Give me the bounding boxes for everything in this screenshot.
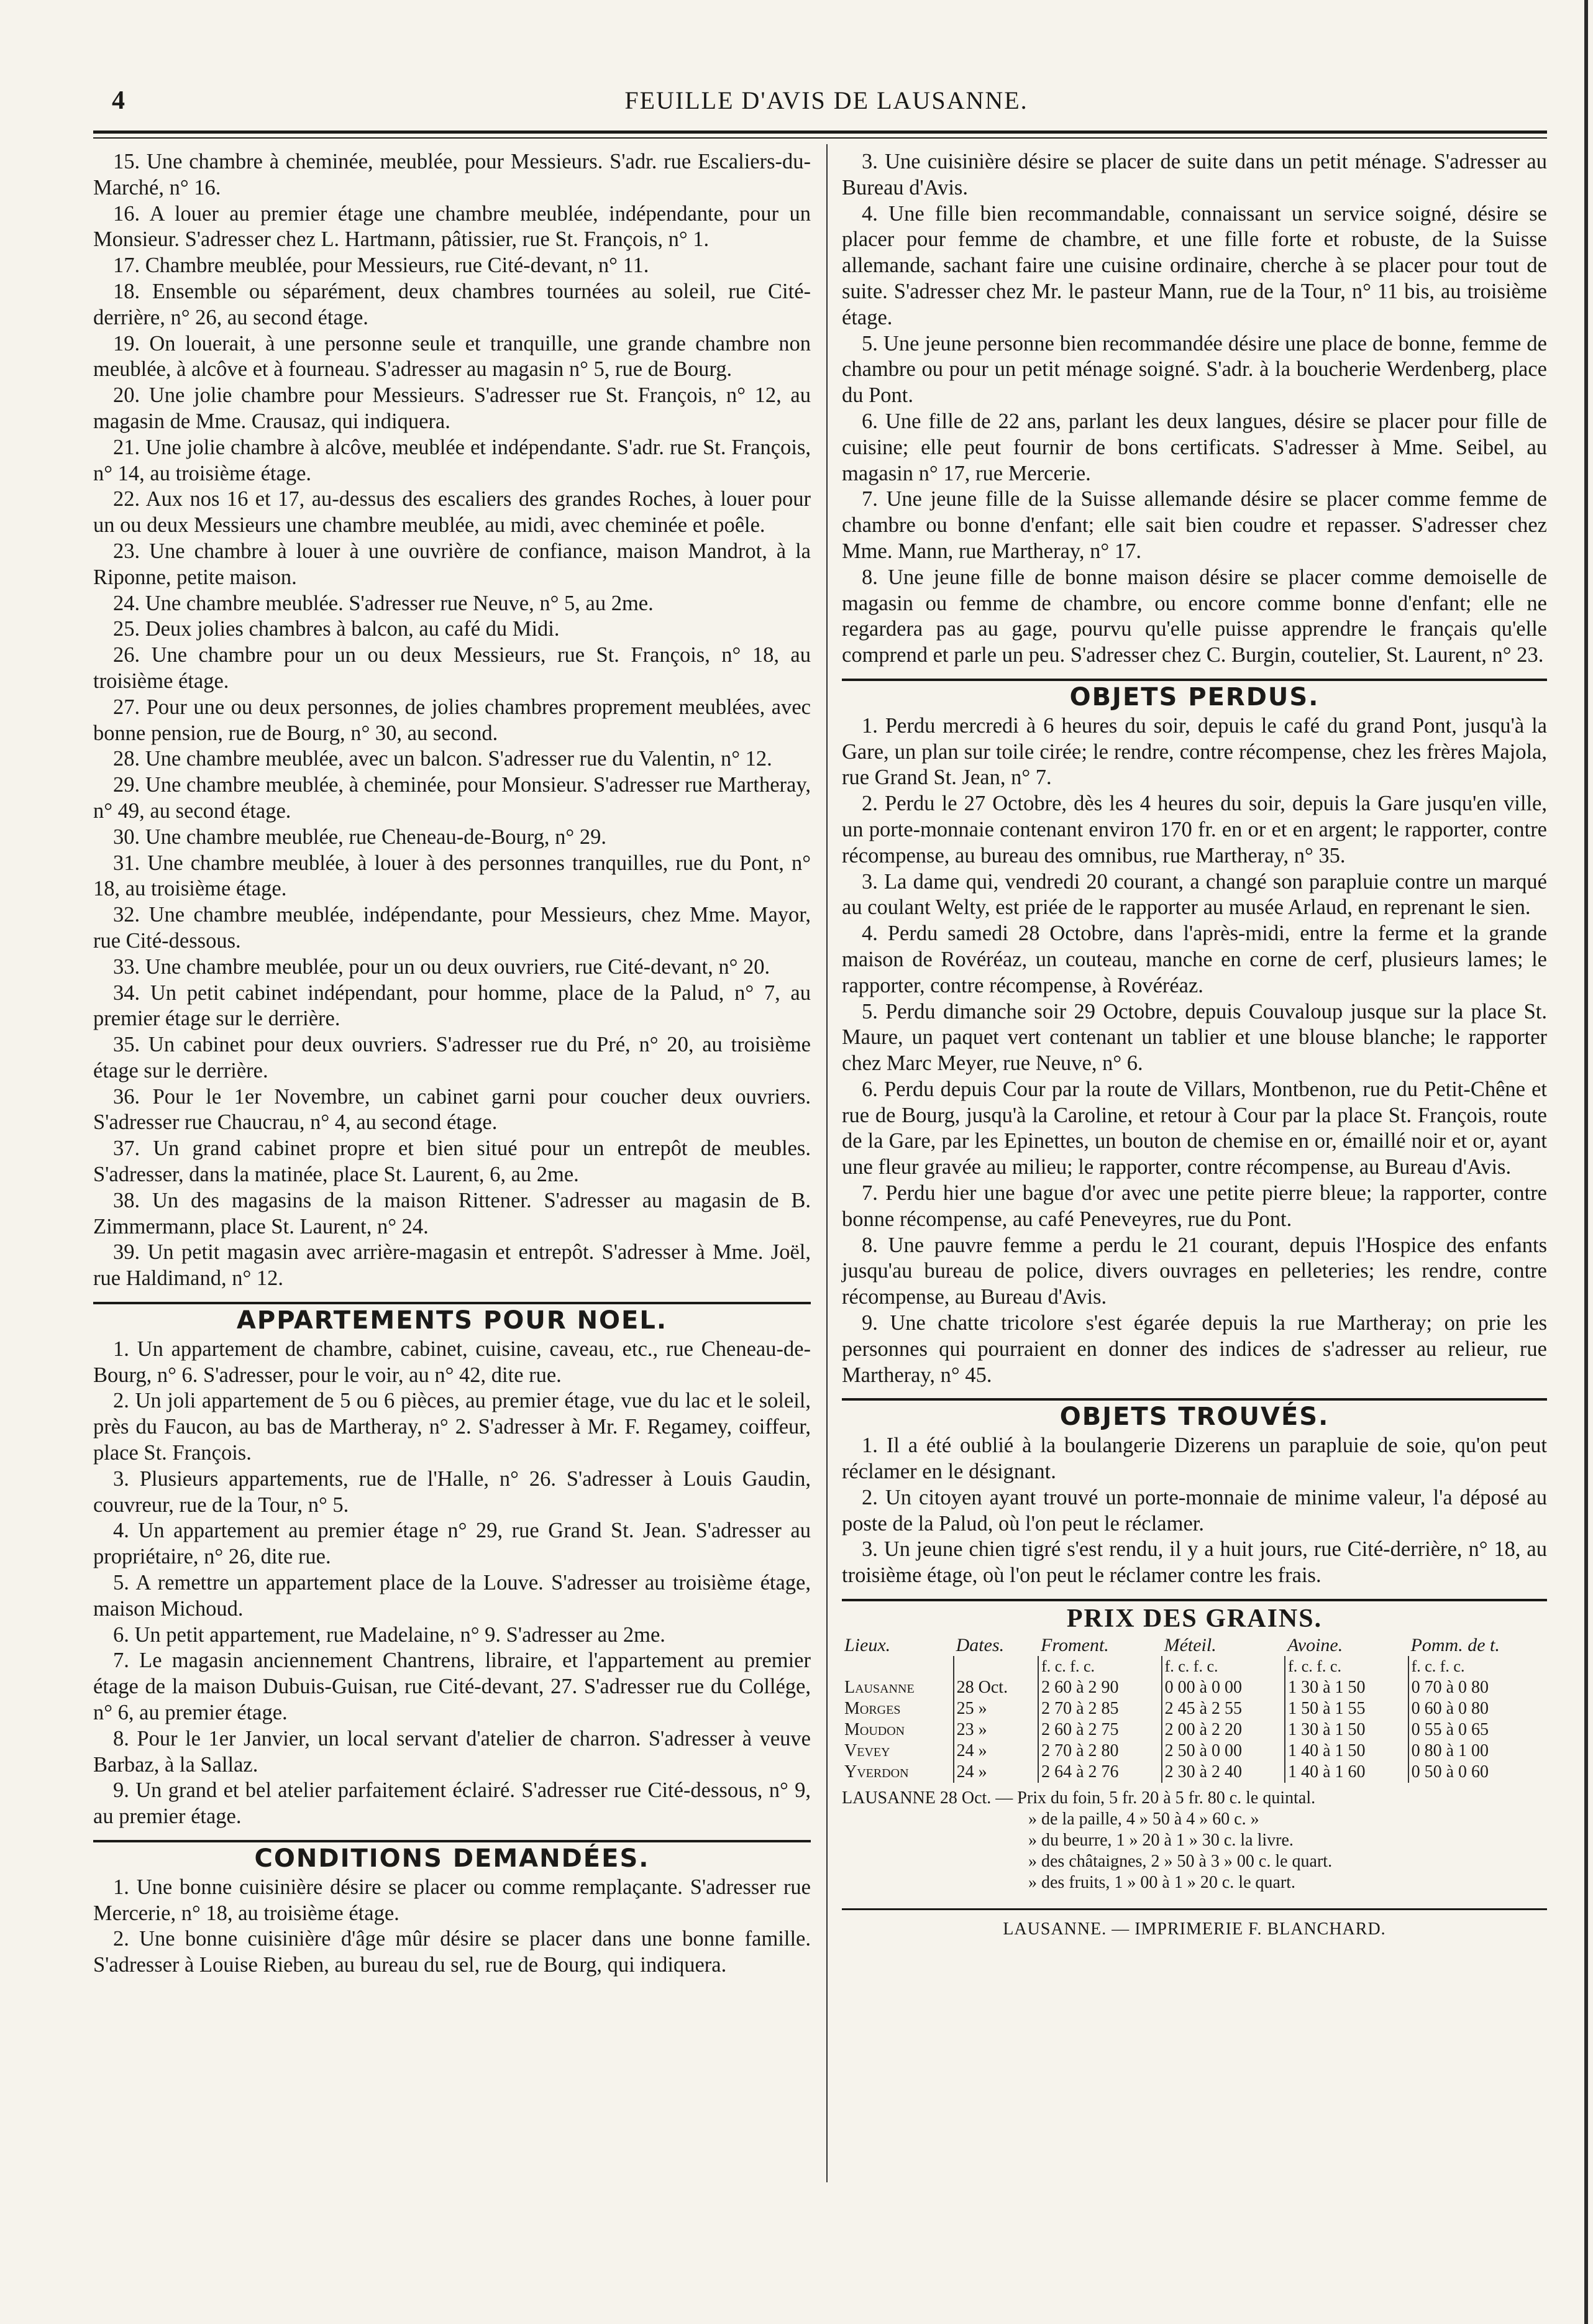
list-item: 7. Le magasin anciennement Chantrens, libraire, et l'appartement au premier étage de la maison Dubuis-Guisan, rue Cité-devant, 27. S'adresser rue du Collége, n° 6, au premier étage.: [93, 1649, 811, 1725]
appartements-list: [93, 1337, 811, 1830]
list-item: 3. Un jeune chien tigré s'est rendu, il y a huit jours, rue Cité-derrière, n° 18, au troisième étage, où l'on peut le réclamer contre les frais.: [842, 1537, 1547, 1588]
fodder-line: » des fruits, 1 » 00 à 1 » 20 c. le quart.: [1028, 1872, 1296, 1892]
list-item: 31. Une chambre meublée, à louer à des personnes tranquilles, rue du Pont, n° 18, au troisième étage.: [93, 851, 811, 901]
list-item: 5. A remettre un appartement place de la Louve. S'adresser au troisième étage, maison Michoud.: [93, 1571, 811, 1621]
table-cell: Moudon: [844, 1719, 905, 1739]
list-item: 21. Une jolie chambre à alcôve, meublée et indépendante. S'adr. rue St. François, n° 14, au troisième étage.: [93, 435, 811, 485]
list-item: 2. Un citoyen ayant trouvé un porte-monnaie de minime valeur, l'a déposé au poste de la Palud, où l'on peut le réclamer.: [842, 1485, 1547, 1535]
list-item: 2. Une bonne cuisinière d'âge mûr désire se placer dans une bonne famille. S'adresser à Louise Rieben, au bureau du sel, rue de Bourg, qui indiquera.: [93, 1927, 811, 1977]
table-cell: 0 55 à 0 65: [1408, 1719, 1547, 1741]
list-item: 38. Un des magasins de la maison Rittener. S'adresser au magasin de B. Zimmermann, place St. Laurent, n° 24.: [93, 1188, 811, 1238]
list-item: 5. Une jeune personne bien recommandée désire une place de bonne, femme de chambre ou pour un petit ménage soigné. S'adr. à la boucherie Werdenberg, place du Pont.: [842, 331, 1547, 408]
list-item: 22. Aux nos 16 et 17, au-dessus des escaliers des grandes Roches, à louer pour un ou deux Messieurs une chambre meublée, au midi, avec cheminée et poêle.: [93, 487, 811, 538]
conditions-list: [93, 1875, 811, 1979]
column-header: Lieux.: [844, 1634, 891, 1655]
table-row: [842, 1698, 1547, 1719]
list-item: 4. Une fille bien recommandable, connaissant un service soigné, désire se placer pour femme de chambre, et une fille forte et robuste, de la Suisse allemande, sachant faire une cuisine ordinaire, cherche à se placer pour tout de suite. S'adresser chez Mr. le pasteur Mann, rue de la Tour, n° 11 bis, au troisième étage.: [842, 201, 1547, 329]
page-header: [112, 80, 1541, 117]
section-rule: [842, 1599, 1547, 1601]
list-item: 3. La dame qui, vendredi 20 courant, a changé son parapluie contre un marqué au coulant Welty, est priée de le rapporter au musée Arlaud, en reprenant le sien.: [842, 869, 1547, 920]
appartements-heading: APPARTEMENTS POUR NOEL.: [236, 1306, 668, 1335]
list-item: 2. Un joli appartement de 5 ou 6 pièces, au premier étage, vue du lac et le soleil, près du Faucon, au bas de Martheray, n° 2. S'adresser à Mr. F. Regamey, coiffeur, place St. François.: [93, 1389, 811, 1465]
list-item: 23. Une chambre à louer à une ouvrière de confiance, maison Mandrot, à la Riponne, petite maison.: [93, 539, 811, 589]
list-item: 4. Un appartement au premier étage n° 29, rue Grand St. Jean. S'adresser au propriétaire, n° 26, dite rue.: [93, 1519, 811, 1569]
table-cell: [954, 1656, 1038, 1677]
column-header: Pomm. de t.: [1410, 1634, 1500, 1655]
perdus-heading: OBJETS PERDUS.: [1069, 682, 1320, 711]
table-cell: 1 50 à 1 55: [1285, 1698, 1408, 1719]
footer-rule: [842, 1908, 1547, 1910]
table-cell: f. c. f. c.: [1408, 1656, 1547, 1677]
list-item: 9. Une chatte tricolore s'est égarée depuis la rue Martheray; on prie les personnes qui pourraient en donner des indices de s'adresser au relieur, rue Martheray, n° 45.: [842, 1311, 1547, 1387]
column-divider: [826, 144, 828, 2182]
table-cell: 0 80 à 1 00: [1408, 1741, 1547, 1762]
list-item: 35. Un cabinet pour deux ouvriers. S'adresser rue du Pré, n° 20, au troisième étage sur le derrière.: [93, 1033, 811, 1082]
table-cell: 24 »: [954, 1762, 1038, 1783]
table-cell: Lausanne: [844, 1677, 915, 1697]
table-cell: Yverdon: [844, 1762, 909, 1782]
section-rule: [93, 1840, 811, 1842]
newspaper-title: FEUILLE D'AVIS DE LAUSANNE.: [624, 86, 1028, 114]
page-edge: [1584, 0, 1588, 2324]
table-cell: 0 00 à 0 00: [1162, 1677, 1285, 1698]
table-cell: 23 »: [954, 1719, 1038, 1741]
list-item: 16. A louer au premier étage une chambre meublée, indépendante, pour un Monsieur. S'adresser chez L. Hartmann, pâtissier, rue St. François, n° 1.: [93, 201, 811, 252]
column-header: Méteil.: [1164, 1634, 1216, 1655]
table-cell: Vevey: [844, 1741, 890, 1760]
list-item: 17. Chambre meublée, pour Messieurs, rue Cité-devant, n° 11.: [113, 254, 649, 278]
list-item: 33. Une chambre meublée, pour un ou deux ouvriers, rue Cité-devant, n° 20.: [113, 954, 770, 979]
table-cell: f. c. f. c.: [1285, 1656, 1408, 1677]
list-item: 3. Plusieurs appartements, rue de l'Halle, n° 26. S'adresser à Louis Gaudin, couvreur, rue de la Tour, n° 5.: [93, 1466, 811, 1517]
list-item: 2. Perdu le 27 Octobre, dès les 4 heures du soir, depuis la Gare jusqu'en ville, un porte-monnaie contenant environ 170 fr. en or et en argent; le rapporter, contre récompense, au bureau des omnibus, rue Martheray, n° 35.: [842, 792, 1547, 867]
table-row: [842, 1677, 1547, 1698]
table-cell: 25 »: [954, 1698, 1038, 1719]
list-item: 1. Une bonne cuisinière désire se placer ou comme remplaçante. S'adresser rue Mercerie, n° 18, au troisième étage.: [93, 1875, 811, 1925]
grains-heading: PRIX DES GRAINS.: [1066, 1604, 1323, 1634]
table-cell: 2 45 à 2 55: [1162, 1698, 1285, 1719]
section-rule: [93, 1302, 811, 1304]
perdus-list: [842, 713, 1547, 1389]
table-row: [842, 1719, 1547, 1741]
list-item: 37. Un grand cabinet propre et bien situé pour un entrepôt de meubles. S'adresser, dans la matinée, place St. Laurent, 6, au 2me.: [93, 1137, 811, 1187]
list-item: 6. Une fille de 22 ans, parlant les deux langues, désire se placer pour fille de cuisine; elle peut fournir de bons certificats. S'adresser à Mme. Seibel, au magasin n° 17, rue Mercerie.: [842, 409, 1547, 485]
column-header: Dates.: [956, 1634, 1005, 1655]
table-cell: 1 30 à 1 50: [1285, 1719, 1408, 1741]
list-item: 9. Un grand et bel atelier parfaitement éclairé. S'adresser rue Cité-dessous, n° 9, au premier étage.: [93, 1778, 811, 1829]
list-item: 8. Pour le 1er Janvier, un local servant d'atelier de charron. S'adresser à veuve Barbaz, à la Sallaz.: [93, 1726, 811, 1777]
list-item: 28. Une chambre meublée, avec un balcon. S'adresser rue du Valentin, n° 12.: [113, 747, 772, 771]
table-row: [842, 1741, 1547, 1762]
list-item: 8. Une pauvre femme a perdu le 21 courant, depuis l'Hospice des enfants jusqu'au bureau de police, divers ouvrages en pelleteries; les rendre, contre récompense, au Bureau d'Avis.: [842, 1233, 1547, 1309]
table-row: [842, 1762, 1547, 1783]
table-cell: 1 40 à 1 50: [1285, 1741, 1408, 1762]
table-cell: f. c. f. c.: [1162, 1656, 1285, 1677]
column-header: Avoine.: [1287, 1634, 1343, 1655]
trouves-heading: OBJETS TROUVÉS.: [1059, 1402, 1330, 1432]
table-cell: 1 30 à 1 50: [1285, 1677, 1408, 1698]
table-cell: 1 40 à 1 60: [1285, 1762, 1408, 1783]
fodder-line: » des châtaignes, 2 » 50 à 3 » 00 c. le quart.: [1028, 1851, 1333, 1871]
header-rule: [93, 130, 1547, 139]
conditions-heading: CONDITIONS DEMANDÉES.: [254, 1844, 650, 1873]
table-cell: 2 50 à 0 00: [1162, 1741, 1285, 1762]
list-item: 1. Un appartement de chambre, cabinet, cuisine, caveau, etc., rue Cheneau-de-Bourg, n° 6. S'adresser, pour le voir, au n° 42, dite rue.: [93, 1337, 811, 1387]
table-header-row: [842, 1635, 1547, 1656]
table-cell: 0 60 à 0 80: [1408, 1698, 1547, 1719]
right-column: [842, 149, 1547, 1942]
table-cell: 2 64 à 2 76: [1038, 1762, 1161, 1783]
units-row: [842, 1656, 1547, 1677]
list-item: 4. Perdu samedi 28 Octobre, dans l'après-midi, entre la ferme et la grande maison de Rovéréaz, un couteau, manche en corne de cerf, plusieurs lames; le rapporter, contre récompense, à Rovéréaz.: [842, 922, 1547, 997]
list-item: 36. Pour le 1er Novembre, un cabinet garni pour coucher deux ouvriers. S'adresser rue Chaucrau, n° 4, au second étage.: [93, 1084, 811, 1135]
grain-prices-table: [842, 1635, 1547, 1783]
table-cell: 24 »: [954, 1741, 1038, 1762]
list-item: 18. Ensemble ou séparément, deux chambres tournées au soleil, rue Cité-derrière, n° 26, au second étage.: [93, 279, 811, 329]
list-item: 15. Une chambre à cheminée, meublée, pour Messieurs. S'adr. rue Escaliers-du-Marché, n° 16.: [93, 150, 811, 199]
list-item: 25. Deux jolies chambres à balcon, au café du Midi.: [113, 617, 560, 641]
list-item: 6. Perdu depuis Cour par la route de Villars, Montbenon, rue du Petit-Chêne et rue de Bourg, jusqu'à la Caroline, et retour à Cour par la place St. François, route de la Gare, par les Epinettes, un bouton de chemise en or, émaillé noir et or, ayant une fleur gravée au milieu; le rapporter, contre récompense, au Bureau d'Avis.: [842, 1077, 1547, 1179]
column-header: Froment.: [1041, 1634, 1109, 1655]
list-item: 20. Une jolie chambre pour Messieurs. S'adresser rue St. François, n° 12, au magasin de Mme. Crausaz, qui indiquera.: [93, 383, 811, 433]
list-item: 5. Perdu dimanche soir 29 Octobre, depuis Couvaloup jusque sur la place St. Maure, un paquet vert contenant un tablier et une blouse blanche; le rapporter chez Marc Meyer, rue Neuve, n° 6.: [842, 999, 1547, 1076]
page-number: 4: [112, 86, 125, 115]
list-item: 39. Un petit magasin avec arrière-magasin et entrepôt. S'adresser à Mme. Joël, rue Haldimand, n° 12.: [93, 1240, 811, 1291]
table-cell: f. c. f. c.: [1038, 1656, 1161, 1677]
conditions-continued-list: [842, 149, 1547, 669]
table-cell: 28 Oct.: [954, 1677, 1038, 1698]
section-rule: [842, 1398, 1547, 1401]
table-cell: [842, 1656, 954, 1677]
table-cell: 2 30 à 2 40: [1162, 1762, 1285, 1783]
list-item: 29. Une chambre meublée, à cheminée, pour Monsieur. S'adresser rue Martheray, n° 49, au second étage.: [93, 773, 811, 823]
chambres-list: [93, 149, 811, 1292]
table-cell: 2 70 à 2 80: [1038, 1741, 1161, 1762]
list-item: 19. On louerait, à une personne seule et tranquille, une grande chambre non meublée, à alcôve et à fourneau. S'adresser au magasin n° 5, rue de Bourg.: [93, 331, 811, 382]
fodder-line: » de la paille, 4 » 50 à 4 » 60 c. »: [1028, 1809, 1259, 1829]
left-column: [93, 149, 811, 1979]
fodder-line: » du beurre, 1 » 20 à 1 » 30 c. la livre.: [1028, 1830, 1294, 1850]
table-cell: 2 60 à 2 90: [1038, 1677, 1161, 1698]
list-item: 8. Une jeune fille de bonne maison désire se placer comme demoiselle de magasin ou femme de chambre, ou encore comme bonne d'enfant; elle ne regardera pas au gage, pourvu qu'elle puisse apprendre le français qu'elle comprend et parle un peu. S'adresser chez C. Burgin, coutelier, St. Laurent, n° 23.: [842, 565, 1547, 667]
trouves-list: [842, 1433, 1547, 1589]
list-item: 32. Une chambre meublée, indépendante, pour Messieurs, chez Mme. Mayor, rue Cité-dessous.: [93, 903, 811, 953]
table-cell: 0 50 à 0 60: [1408, 1762, 1547, 1783]
fodder-prices: [842, 1788, 1547, 1893]
table-cell: Morges: [844, 1698, 901, 1718]
list-item: 1. Perdu mercredi à 6 heures du soir, depuis le café du grand Pont, jusqu'à la Gare, un plan sur toile cirée; le rendre, contre récompense, chez les frères Majola, rue Grand St. Jean, n° 7.: [842, 713, 1547, 790]
list-item: 30. Une chambre meublée, rue Cheneau-de-Bourg, n° 29.: [113, 825, 606, 849]
table-cell: 2 60 à 2 75: [1038, 1719, 1161, 1741]
list-item: 26. Une chambre pour un ou deux Messieurs, rue St. François, n° 18, au troisième étage.: [93, 643, 811, 693]
list-item: 6. Un petit appartement, rue Madelaine, n° 9. S'adresser au 2me.: [113, 1622, 665, 1647]
list-item: 1. Il a été oublié à la boulangerie Dizerens un parapluie de soie, qu'on peut réclamer en le désignant.: [842, 1434, 1547, 1484]
table-cell: 0 70 à 0 80: [1408, 1677, 1547, 1698]
list-item: 27. Pour une ou deux personnes, de jolies chambres proprement meublées, avec bonne pension, rue de Bourg, n° 30, au second.: [93, 695, 811, 745]
list-item: 24. Une chambre meublée. S'adresser rue Neuve, n° 5, au 2me.: [113, 591, 654, 615]
section-rule: [842, 679, 1547, 681]
list-item: 7. Une jeune fille de la Suisse allemande désire se placer comme femme de chambre ou bonne d'enfant; elle sait bien coudre et repasser. S'adresser chez Mme. Mann, rue Martheray, n° 17.: [842, 487, 1547, 563]
printer-imprint: LAUSANNE. — IMPRIMERIE F. BLANCHARD.: [1003, 1919, 1386, 1939]
table-cell: 2 00 à 2 20: [1162, 1719, 1285, 1741]
list-item: 7. Perdu hier une bague d'or avec une petite pierre bleue; la rapporter, contre bonne récompense, au café Peneveyres, rue du Pont.: [842, 1181, 1547, 1231]
fodder-line: LAUSANNE 28 Oct. — Prix du foin, 5 fr. 20 à 5 fr. 80 c. le quintal.: [842, 1788, 1316, 1808]
list-item: 3. Une cuisinière désire se placer de suite dans un petit ménage. S'adresser au Bureau d'Avis.: [842, 150, 1547, 199]
table-cell: 2 70 à 2 85: [1038, 1698, 1161, 1719]
list-item: 34. Un petit cabinet indépendant, pour homme, place de la Palud, n° 7, au premier étage sur le derrière.: [93, 981, 811, 1031]
